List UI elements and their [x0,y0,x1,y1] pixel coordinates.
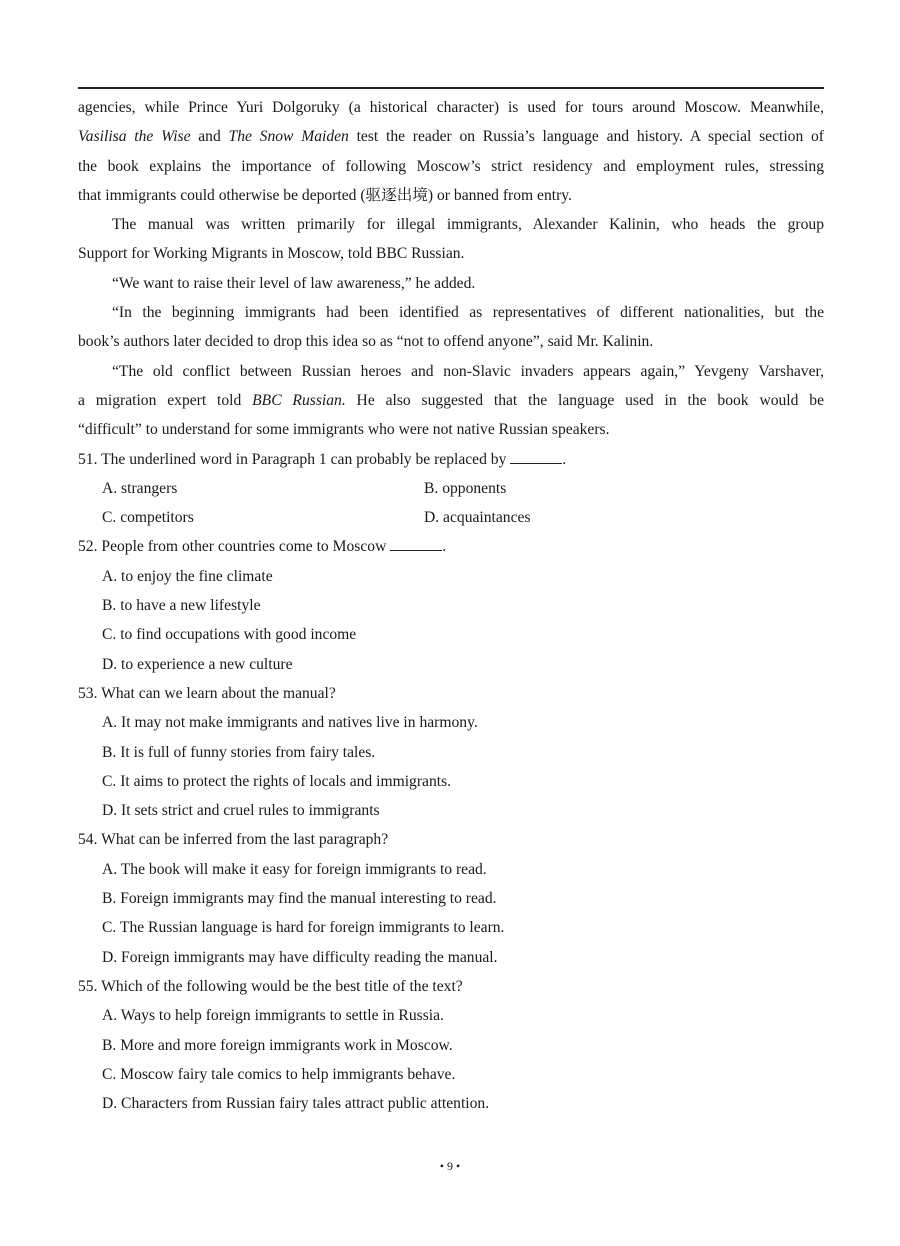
question-53 [78,679,824,825]
passage [78,93,824,445]
option-d: D. Characters from Russian fairy tales attract public attention. [102,1095,490,1113]
passage-line: Support for Working Migrants in Moscow, told BBC Russian. [78,245,465,263]
passage-text: He also suggested that the language used in the book would be [345,391,824,409]
passage-line: the book explains the importance of following Moscow’s strict residency and employment rules, stressing [78,157,824,175]
option-d: D. It sets strict and cruel rules to immigrants [102,802,380,820]
option-b: B. It is full of funny stories from fairy tales. [102,743,376,761]
question-stem: 54. What can be inferred from the last paragraph? [78,831,389,849]
option-b: B. to have a new lifestyle [102,597,261,615]
question-54 [78,825,824,971]
passage-line: “We want to raise their level of law awareness,” he added. [112,274,476,292]
stem-text: 52. People from other countries come to Moscow [78,538,387,556]
stem-text: 51. The underlined word in Paragraph 1 can probably be replaced by [78,450,507,468]
option-a: A. The book will make it easy for foreign immigrants to read. [102,860,487,878]
option-a: A. to enjoy the fine climate [102,567,273,585]
passage-line: that immigrants could otherwise be deported (驱逐出境) or banned from entry. [78,186,572,204]
page-content [78,93,824,1118]
source-bbc-russian: BBC Russian. [252,391,346,409]
passage-line: “difficult” to understand for some immigrants who were not native Russian speakers. [78,421,610,439]
option-d: D. Foreign immigrants may have difficulty reading the manual. [102,948,498,966]
option-c: C. It aims to protect the rights of locals and immigrants. [102,772,452,790]
question-stem [78,445,824,474]
option-row [78,474,824,503]
question-stem: 53. What can we learn about the manual? [78,684,336,702]
stem-end: . [562,450,567,468]
option-b: B. More and more foreign immigrants work in Moscow. [102,1036,453,1054]
answer-blank [510,449,562,464]
option-a: A. It may not make immigrants and natives live in harmony. [102,714,478,732]
stem-end: . [442,538,447,556]
page-number: • 9 • [439,1159,461,1173]
question-55 [78,972,824,1118]
title-snow-maiden: The Snow Maiden [228,128,349,146]
option-c: C. The Russian language is hard for foreign immigrants to learn. [102,919,505,937]
passage-line: agencies, while Prince Yuri Dolgoruky (a historical character) is used for tours around Moscow. Meanwhile, [78,99,824,116]
passage-line: “In the beginning immigrants had been identified as representatives of different nationalities, but the [112,304,824,322]
option-row [78,503,824,532]
option-c: C. competitors [102,509,194,527]
option-b: B. Foreign immigrants may find the manual interesting to read. [102,890,497,908]
option-b: B. opponents [424,479,507,497]
question-stem: 55. Which of the following would be the best title of the text? [78,977,463,995]
passage-line [78,122,824,151]
top-rule [78,87,824,89]
title-vasilisa: Vasilisa the Wise [78,128,191,146]
passage-text: and [190,128,229,146]
passage-text: test the reader on Russia’s language and history. A special section of [348,128,824,146]
option-d: D. acquaintances [424,509,531,527]
option-d: D. to experience a new culture [102,655,293,673]
question-52 [78,532,824,678]
passage-line: book’s authors later decided to drop this idea so as “not to offend anyone”, said Mr. Kalinin. [78,333,654,351]
option-c: C. to find occupations with good income [102,626,357,644]
option-a: A. strangers [102,479,178,497]
passage-line [78,386,824,415]
passage-line: “The old conflict between Russian heroes and non-Slavic invaders appears again,” Yevgeny Varshaver, [112,362,824,380]
option-c: C. Moscow fairy tale comics to help immigrants behave. [102,1065,456,1083]
passage-text: a migration expert told [78,391,253,409]
question-stem [78,532,824,561]
answer-blank [390,536,442,551]
passage-line: The manual was written primarily for illegal immigrants, Alexander Kalinin, who heads the group [112,216,824,234]
option-a: A. Ways to help foreign immigrants to settle in Russia. [102,1007,444,1025]
question-51 [78,445,824,533]
